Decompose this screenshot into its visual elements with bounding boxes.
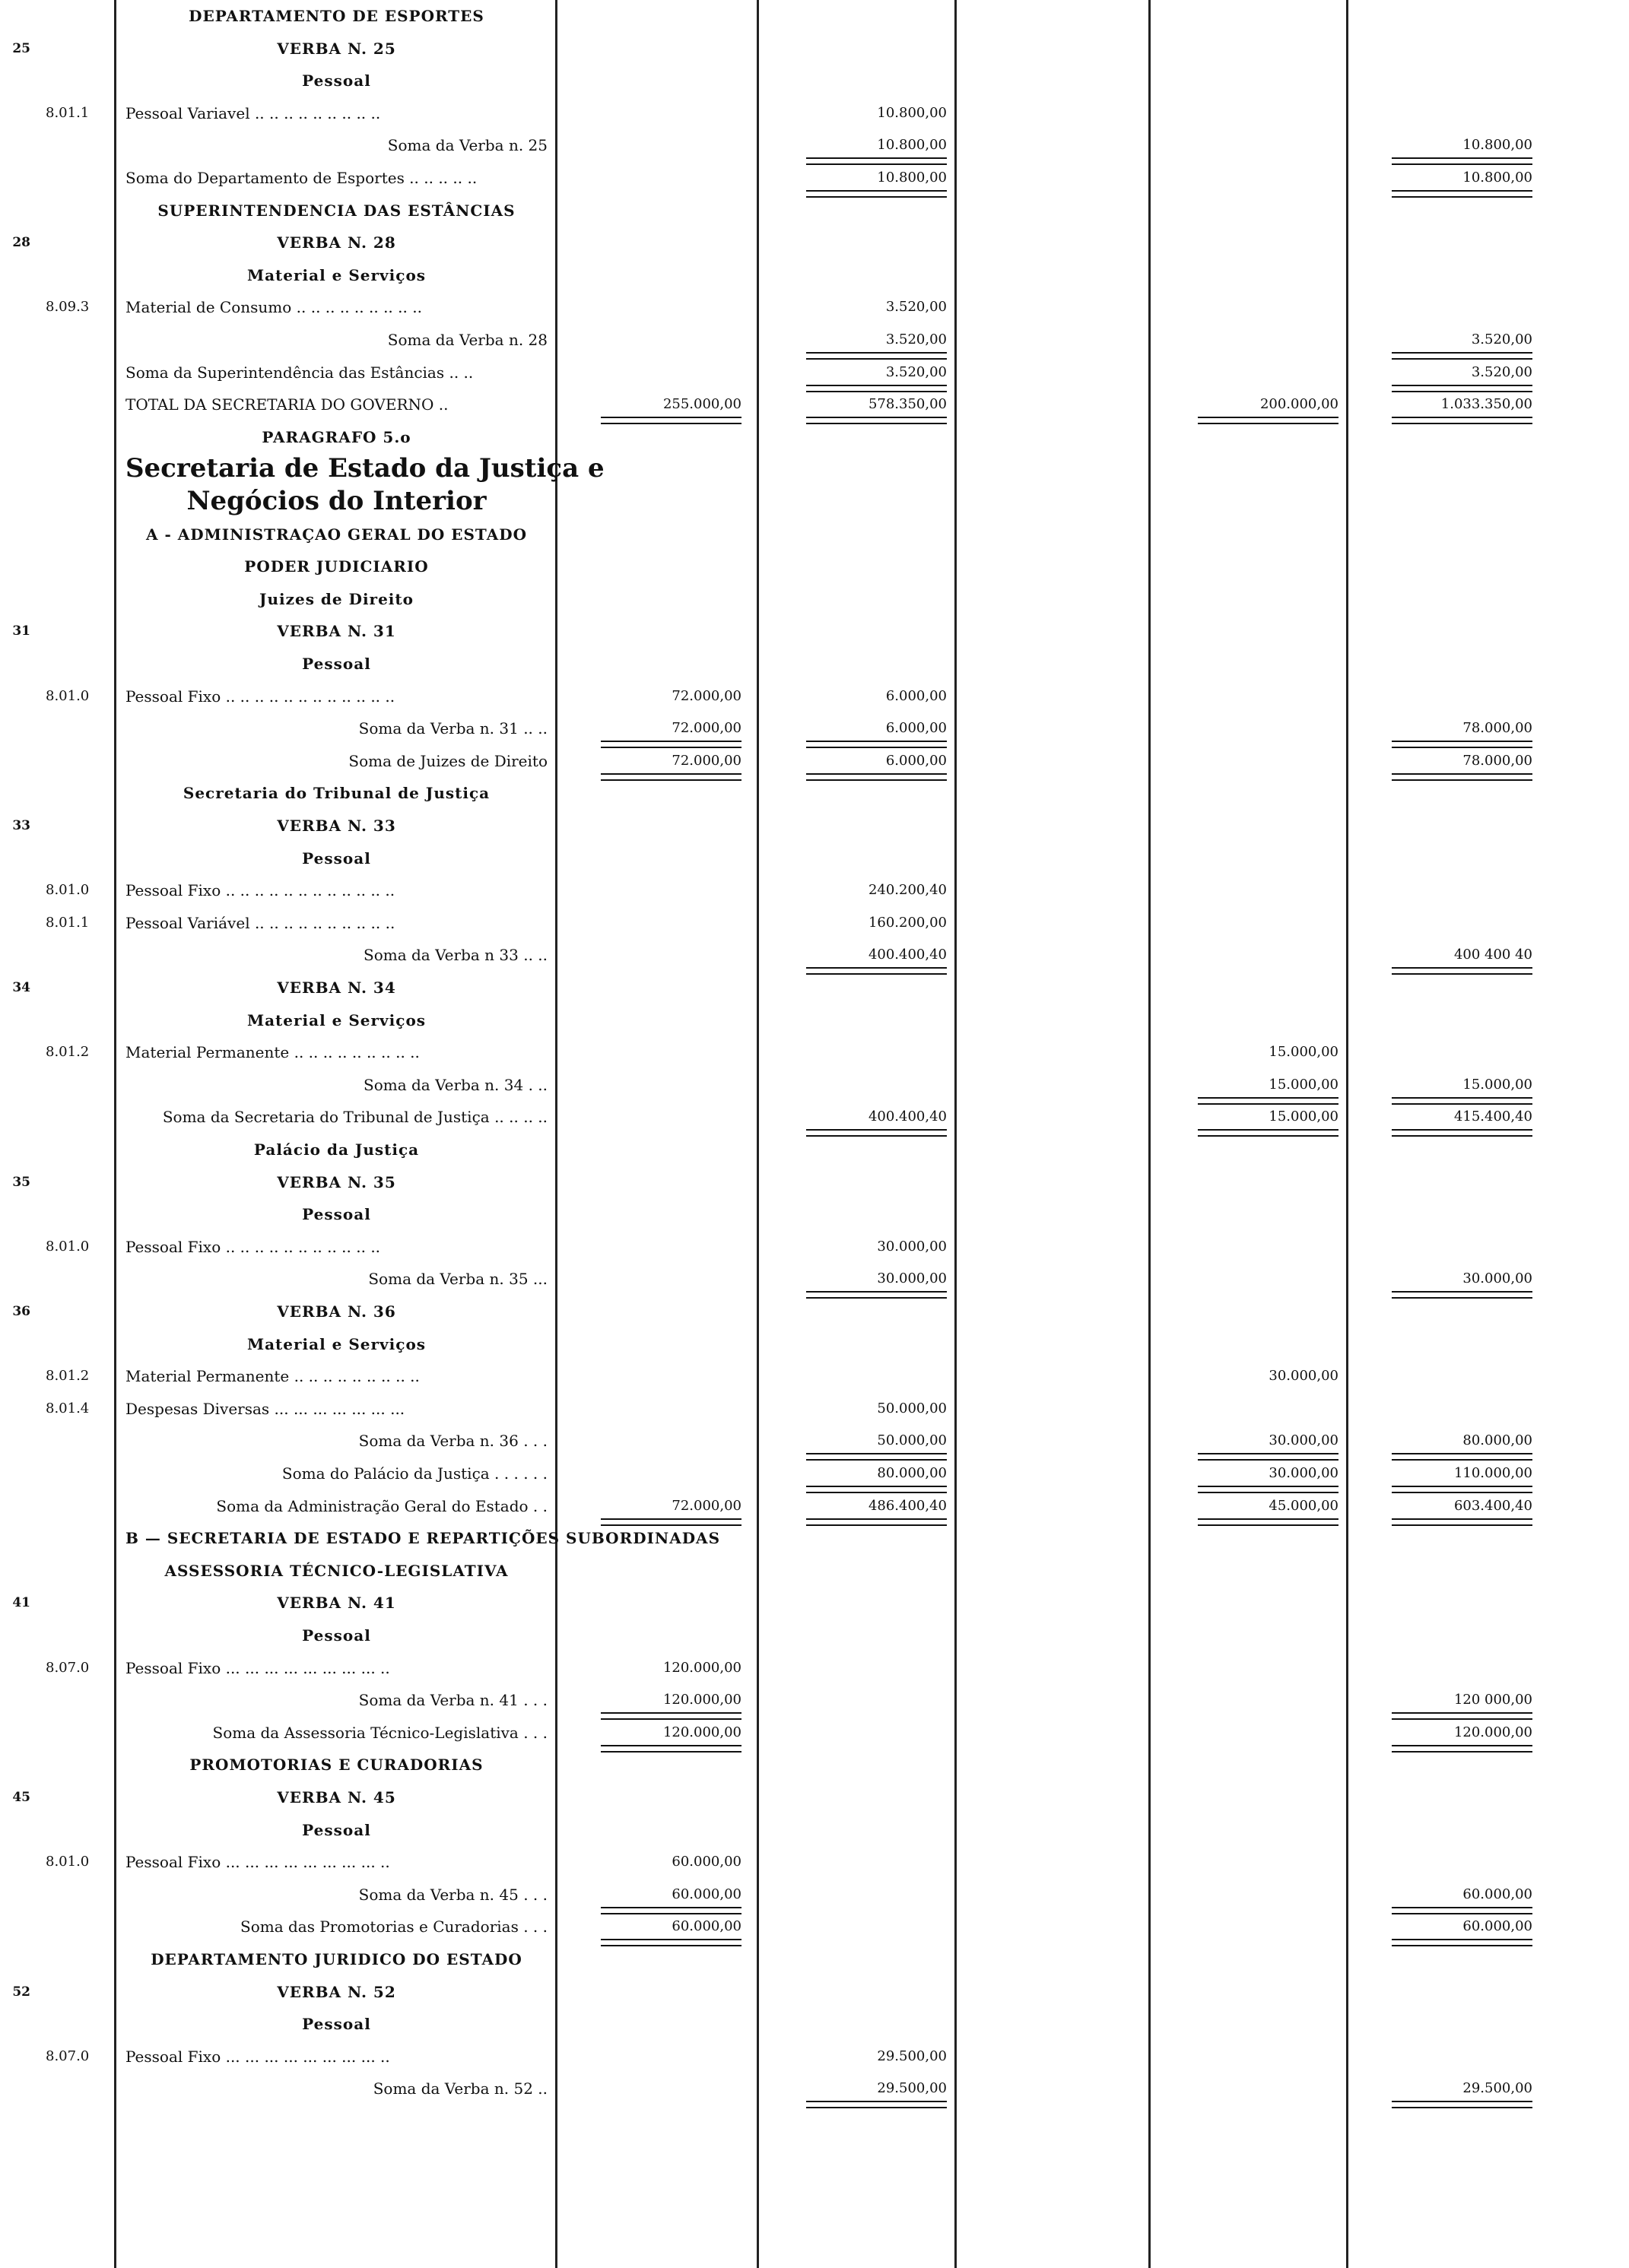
item-description: Pessoal Fixo .. .. .. .. .. .. .. .. .. .. .. .. [125,687,395,706]
account-code: 8.01.0 [46,1854,90,1870]
table-row [0,550,1629,582]
table-row [0,227,1629,259]
amount-col-2: 10.800,00 [877,170,947,186]
amount-col-5: 15.000,00 [1462,1076,1532,1093]
table-row [0,712,1629,744]
amount-col-2: 240.200,40 [868,882,947,899]
amount-col-1: 72.000,00 [672,1497,741,1514]
amount-col-5: 400 400 40 [1453,947,1532,963]
account-code: 8.01.2 [46,1044,90,1061]
subtotal-label: Soma da Verba n. 41 . . . [358,1691,548,1710]
table-row [0,519,1629,550]
amount-col-2: 6.000,00 [885,720,947,737]
amount-col-2: 3.520,00 [885,331,947,347]
table-row [0,1004,1629,1036]
table-row [0,421,1629,453]
table-row [0,259,1629,291]
section-heading: VERBA N. 36 [277,1302,396,1321]
item-description: Material de Consumo .. .. .. .. .. .. .. .. .. [125,298,422,317]
section-heading: VERBA N. 45 [277,1788,396,1806]
amount-col-5: 30.000,00 [1462,1270,1532,1287]
secretaria-title: Negócios do Interior [186,486,487,516]
item-description: Pessoal Variável .. .. .. .. .. .. .. .. .. .. [125,913,395,932]
section-heading: VERBA N. 41 [277,1594,396,1613]
amount-col-5: 60.000,00 [1462,1886,1532,1902]
section-heading: Pessoal [302,655,371,673]
table-row [0,162,1629,194]
amount-col-2: 29.500,00 [877,2080,947,2097]
table-row [0,1684,1629,1716]
section-heading: VERBA N. 28 [277,233,396,252]
section-heading: A - ADMINISTRAÇAO GERAL DO ESTADO [146,525,527,544]
section-heading: VERBA N. 33 [277,817,396,835]
amount-col-1: 120.000,00 [662,1724,741,1740]
subtotal-label: Soma de Juizes de Direito [348,751,548,770]
section-heading: VERBA N. 31 [277,622,396,641]
amount-col-5: 110.000,00 [1453,1465,1532,1481]
table-row [0,1846,1629,1878]
item-description: Material Permanente .. .. .. .. .. .. .. .. .. [125,1367,420,1386]
amount-col-2: 3.520,00 [885,363,947,380]
subtotal-label: Soma da Administração Geral do Estado . . [216,1496,548,1515]
section-heading: ASSESSORIA TÉCNICO-LEGISLATIVA [164,1561,509,1580]
section-heading: B — SECRETARIA DE ESTADO E REPARTIÇÕES SUBORDINADAS [125,1529,721,1548]
table-row [0,1522,1629,1554]
amount-col-2: 30.000,00 [877,1238,947,1255]
table-row [0,777,1629,809]
table-row [0,680,1629,712]
amount-col-2: 160.200,00 [868,914,947,931]
table-row [0,486,1629,518]
verba-number: 35 [12,1174,30,1190]
table-row [0,2008,1629,2040]
table-row [0,1296,1629,1327]
account-code: 8.01.1 [46,104,90,121]
table-row [0,1619,1629,1651]
table-row [0,2073,1629,2105]
table-row [0,1425,1629,1457]
section-heading: PARAGRAFO 5.o [262,427,411,446]
section-heading: SUPERINTENDENCIA DAS ESTÂNCIAS [157,201,516,220]
table-row [0,1717,1629,1749]
section-heading: DEPARTAMENTO DE ESPORTES [189,7,484,25]
amount-col-4: 45.000,00 [1269,1497,1338,1514]
amount-col-1: 120.000,00 [662,1659,741,1676]
amount-col-1: 60.000,00 [672,1854,741,1870]
table-row [0,615,1629,647]
amount-col-2: 10.800,00 [877,104,947,121]
item-description: Material Permanente .. .. .. .. .. .. .. .. .. [125,1043,420,1062]
table-row [0,1198,1629,1230]
subtotal-label: Soma da Assessoria Técnico-Legislativa . . . [212,1723,548,1742]
table-row [0,129,1629,161]
section-heading: VERBA N. 25 [277,39,396,58]
amount-col-1: 72.000,00 [672,720,741,737]
subtotal-label: Soma da Verba n. 35 ... [368,1270,548,1289]
table-row [0,453,1629,485]
amount-col-4: 200.000,00 [1259,396,1338,413]
amount-col-5: 80.000,00 [1462,1432,1532,1449]
table-row [0,1231,1629,1263]
verba-number: 52 [12,1984,30,2000]
verba-number: 36 [12,1304,30,1319]
item-description: Despesas Diversas ... ... ... ... ... ... ... [125,1399,405,1418]
account-code: 8.07.0 [46,1659,90,1676]
amount-col-2: 80.000,00 [877,1465,947,1481]
amount-col-4: 15.000,00 [1269,1076,1338,1093]
amount-col-4: 30.000,00 [1269,1368,1338,1385]
amount-col-1: 72.000,00 [672,687,741,704]
table-row [0,1652,1629,1684]
item-description: TOTAL DA SECRETARIA DO GOVERNO .. [125,395,449,414]
amount-col-1: 120.000,00 [662,1692,741,1708]
section-heading: VERBA N. 34 [277,979,396,997]
amount-col-4: 30.000,00 [1269,1432,1338,1449]
account-code: 8.01.1 [46,914,90,931]
amount-col-5: 78.000,00 [1462,752,1532,769]
section-heading: Pessoal [302,849,371,868]
account-code: 8.07.0 [46,2048,90,2064]
table-row [0,1749,1629,1781]
account-code: 8.01.4 [46,1400,90,1416]
account-code: 8.01.0 [46,687,90,704]
amount-col-2: 578.350,00 [868,396,947,413]
table-row [0,648,1629,680]
account-code: 8.09.3 [46,299,90,316]
table-row [0,1101,1629,1133]
table-row [0,357,1629,389]
section-heading: Juizes de Direito [259,589,414,608]
verba-number: 25 [12,40,30,56]
amount-col-5: 3.520,00 [1471,331,1532,347]
subtotal-label: Soma da Verba n 33 .. .. [364,946,548,965]
amount-col-4: 15.000,00 [1269,1044,1338,1061]
amount-col-5: 3.520,00 [1471,363,1532,380]
table-row [0,2041,1629,2073]
amount-col-2: 29.500,00 [877,2048,947,2064]
section-heading: Pessoal [302,1205,371,1224]
amount-col-1: 72.000,00 [672,752,741,769]
amount-col-2: 10.800,00 [877,137,947,154]
table-row [0,389,1629,420]
amount-col-1: 60.000,00 [672,1886,741,1902]
section-heading: Palácio da Justiça [253,1140,420,1159]
amount-col-4: 15.000,00 [1269,1109,1338,1125]
table-row [0,1393,1629,1425]
section-heading: Material e Serviços [246,1010,427,1029]
table-row [0,1814,1629,1846]
verba-number: 34 [12,980,30,995]
account-code: 8.01.0 [46,882,90,899]
table-row [0,1490,1629,1522]
verba-number: 31 [12,623,30,639]
table-row [0,1879,1629,1911]
amount-col-2: 50.000,00 [877,1432,947,1449]
subtotal-label: Soma da Verba n. 36 . . . [358,1432,548,1451]
table-row [0,972,1629,1004]
account-code: 8.01.0 [46,1238,90,1255]
subtotal-label: Soma da Verba n. 28 [387,331,548,349]
amount-col-1: 60.000,00 [672,1918,741,1935]
table-row [0,1943,1629,1975]
subtotal-label: Soma da Verba n. 25 [387,136,548,155]
item-description: Pessoal Fixo ... ... ... ... ... ... ... ... .. [125,1853,390,1872]
table-row [0,1458,1629,1489]
table-row [0,907,1629,939]
item-description: Pessoal Fixo .. .. .. .. .. .. .. .. .. .. .. .. [125,881,395,900]
amount-col-5: 415.400,40 [1453,1109,1532,1125]
item-description: Pessoal Fixo .. .. .. .. .. .. .. .. .. .. .. [125,1237,381,1256]
account-code: 8.01.2 [46,1368,90,1385]
subtotal-label: Soma da Verba n. 52 .. [373,2079,548,2098]
table-row [0,939,1629,971]
amount-col-2: 6.000,00 [885,687,947,704]
section-heading: VERBA N. 35 [277,1172,396,1191]
item-description: Pessoal Variavel .. .. .. .. .. .. .. .. .. [125,103,381,122]
subtotal-label: Soma da Secretaria do Tribunal de Justiça .. .. .. .. [162,1108,548,1127]
amount-col-2: 400.400,40 [868,947,947,963]
item-description: Pessoal Fixo ... ... ... ... ... ... ... ... .. [125,2047,390,2066]
section-heading: Material e Serviços [246,265,427,284]
item-description: Soma da Superintendência das Estâncias .. .. [125,363,474,382]
subtotal-label: Soma do Palácio da Justiça . . . . . . [281,1464,548,1483]
table-row [0,1911,1629,1943]
table-row [0,874,1629,906]
subtotal-label: Soma da Verba n. 34 . .. [364,1075,548,1094]
table-row [0,97,1629,129]
amount-col-2: 3.520,00 [885,299,947,316]
table-row [0,810,1629,842]
table-row [0,291,1629,323]
section-heading: VERBA N. 52 [277,1982,396,2001]
amount-col-5: 29.500,00 [1462,2080,1532,2097]
table-row [0,33,1629,65]
sum-rule [806,2101,947,2108]
amount-col-5: 78.000,00 [1462,720,1532,737]
amount-col-5: 60.000,00 [1462,1918,1532,1935]
table-row [0,1069,1629,1101]
section-heading: DEPARTAMENTO JURIDICO DO ESTADO [151,1950,522,1968]
table-row [0,1781,1629,1813]
amount-col-2: 6.000,00 [885,752,947,769]
table-row [0,324,1629,356]
table-row [0,1976,1629,2008]
secretaria-title: Secretaria de Estado da Justiça e [125,453,605,484]
amount-col-5: 10.800,00 [1462,137,1532,154]
verba-number: 33 [12,818,30,833]
table-row [0,1587,1629,1619]
table-row [0,1328,1629,1360]
table-row [0,195,1629,227]
amount-col-5: 1.033.350,00 [1440,396,1532,413]
amount-col-4: 30.000,00 [1269,1465,1338,1481]
subtotal-label: Soma da Verba n. 31 .. .. [358,719,548,738]
amount-col-5: 10.800,00 [1462,170,1532,186]
section-heading: Pessoal [302,2015,371,2034]
amount-col-2: 486.400,40 [868,1497,947,1514]
section-heading: Material e Serviços [246,1334,427,1353]
table-row [0,1166,1629,1198]
table-row [0,842,1629,874]
amount-col-5: 120 000,00 [1453,1692,1532,1708]
subtotal-label: Soma das Promotorias e Curadorias . . . [240,1917,548,1937]
item-description: Soma do Departamento de Esportes .. .. .. .. .. [125,169,478,187]
section-heading: Pessoal [302,71,371,90]
verba-number: 45 [12,1790,30,1805]
verba-number: 28 [12,235,30,251]
subtotal-label: Soma da Verba n. 45 . . . [358,1885,548,1904]
table-row [0,1134,1629,1166]
section-heading: PODER JUDICIARIO [244,557,429,576]
item-description: Pessoal Fixo ... ... ... ... ... ... ... ... .. [125,1658,390,1677]
amount-col-1: 255.000,00 [662,396,741,413]
section-heading: Pessoal [302,1820,371,1839]
table-row [0,1263,1629,1295]
table-row [0,1360,1629,1392]
amount-col-5: 603.400,40 [1453,1497,1532,1514]
section-heading: Secretaria do Tribunal de Justiça [183,784,491,803]
table-row [0,583,1629,615]
amount-col-2: 400.400,40 [868,1109,947,1125]
amount-col-2: 50.000,00 [877,1400,947,1416]
sum-rule [1392,2101,1532,2108]
table-row [0,0,1629,32]
table-row [0,1036,1629,1068]
amount-col-2: 30.000,00 [877,1270,947,1287]
table-row [0,65,1629,97]
verba-number: 41 [12,1595,30,1611]
amount-col-5: 120.000,00 [1453,1724,1532,1740]
section-heading: Pessoal [302,1626,371,1645]
section-heading: PROMOTORIAS E CURADORIAS [189,1756,484,1775]
table-row [0,1555,1629,1587]
table-row [0,745,1629,777]
